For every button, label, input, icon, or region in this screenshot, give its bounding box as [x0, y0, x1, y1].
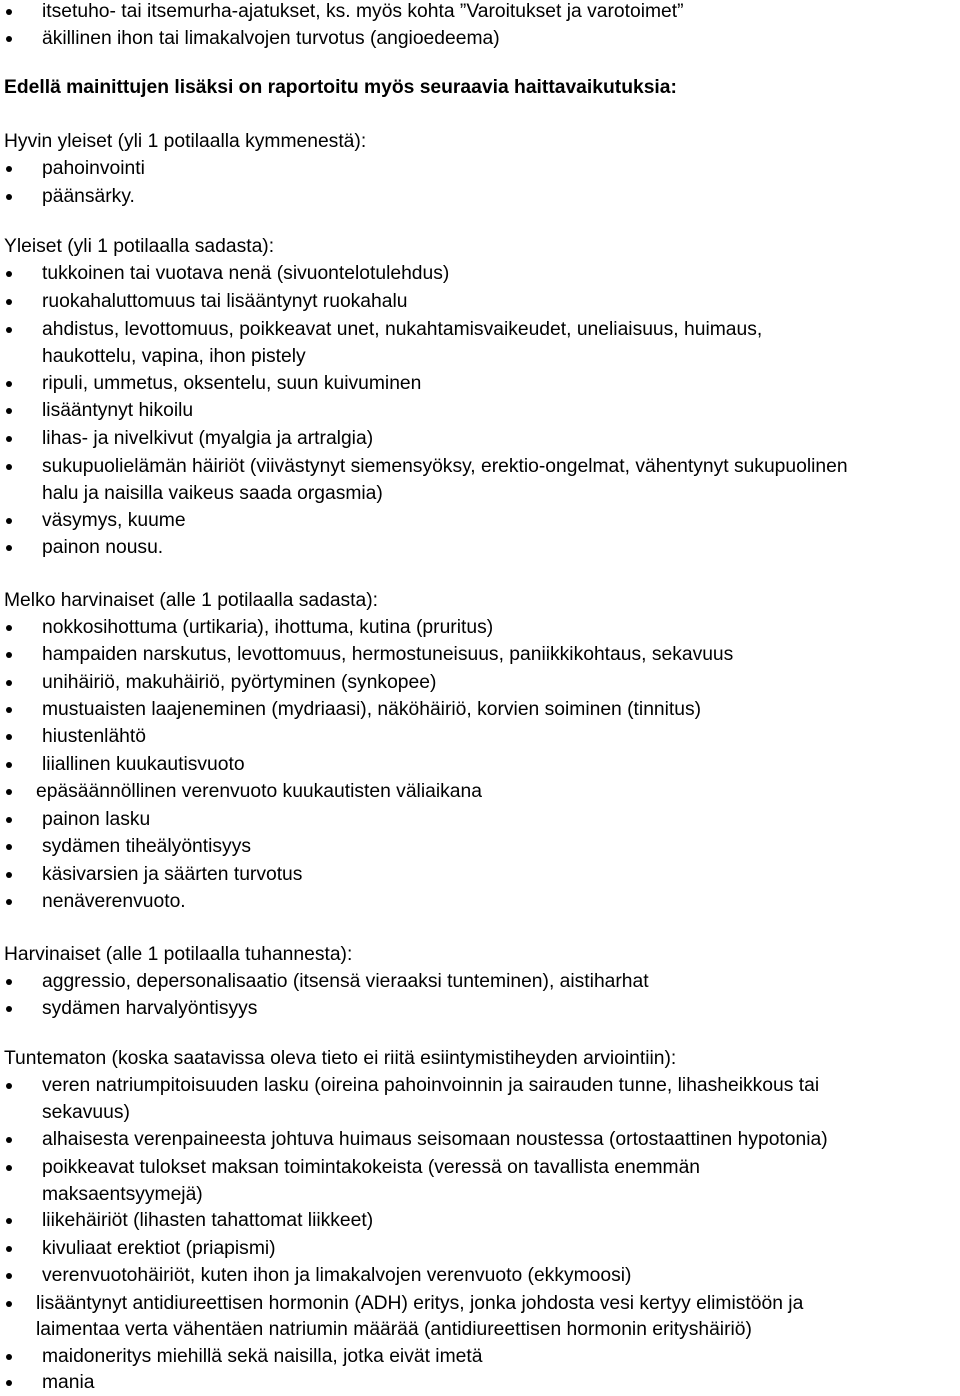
bullet [6, 680, 12, 686]
list-item: aggressio, depersonalisaatio (itsensä vieraaksi tunteminen), aistiharhat [0, 968, 960, 995]
list-item-continuation: maksaentsyymejä) [42, 1184, 203, 1205]
section-heading: Harvinaiset (alle 1 potilaalla tuhannesta): [4, 944, 353, 965]
bullet [6, 436, 12, 442]
section-heading: Yleiset (yli 1 potilaalla sadasta): [4, 236, 275, 257]
bullet [6, 652, 12, 658]
list-item-continuation: haukottelu, vapina, ihon pistely [42, 346, 306, 367]
bullet [6, 1083, 12, 1089]
list-item: väsymys, kuume [0, 507, 960, 534]
bullet [6, 979, 12, 985]
list-item: pahoinvointi [0, 155, 960, 182]
list-item: verenvuotohäiriöt, kuten ihon ja limakalvojen verenvuoto (ekkymoosi) [0, 1262, 960, 1289]
bullet [6, 762, 12, 768]
list-item: hampaiden narskutus, levottomuus, hermostuneisuus, paniikkikohtaus, sekavuus [0, 641, 960, 668]
bullet [6, 1218, 12, 1224]
list-item: sukupuolielämän häiriöt (viivästynyt siemensyöksy, erektio-ongelmat, vähentynyt sukupuolinen [0, 453, 960, 480]
bullet [6, 381, 12, 387]
list-item: epäsäännöllinen verenvuoto kuukautisten väliaikana [0, 778, 960, 805]
list-item: liikehäiriöt (lihasten tahattomat liikkeet) [0, 1207, 960, 1234]
list-item: sydämen tiheälyöntisyys [0, 833, 960, 860]
list-item: poikkeavat tulokset maksan toimintakokeista (veressä on tavallista enemmän [0, 1154, 960, 1181]
bullet [6, 408, 12, 414]
list-item-continuation: laimentaa verta vähentäen natriumin määrää (antidiureettisen hormonin erityshäiriö) [36, 1319, 752, 1340]
list-item: hiustenlähtö [0, 723, 960, 750]
bullet [6, 271, 12, 277]
bullet [6, 327, 12, 333]
bullet [6, 872, 12, 878]
bullet [6, 9, 12, 15]
bullet [6, 1006, 12, 1012]
list-item: päänsärky. [0, 183, 960, 210]
section-heading: Hyvin yleiset (yli 1 potilaalla kymmenestä): [4, 131, 367, 152]
list-item: painon lasku [0, 806, 960, 833]
bullet [6, 464, 12, 470]
bullet [6, 1273, 12, 1279]
list-item: äkillinen ihon tai limakalvojen turvotus (angioedeema) [0, 25, 960, 52]
list-item: unihäiriö, makuhäiriö, pyörtyminen (synkopee) [0, 669, 960, 696]
list-item: nokkosihottuma (urtikaria), ihottuma, kutina (pruritus) [0, 614, 960, 641]
bullet [6, 1246, 12, 1252]
bullet [6, 789, 12, 795]
list-item: kivuliaat erektiot (priapismi) [0, 1235, 960, 1262]
list-item: tukkoinen tai vuotava nenä (sivuontelotulehdus) [0, 260, 960, 287]
bullet [6, 1380, 12, 1386]
bullet [6, 1137, 12, 1143]
section-heading: Tuntematon (koska saatavissa oleva tieto ei riitä esiintymistiheyden arviointiin): [4, 1048, 677, 1069]
list-item: lisääntynyt hikoilu [0, 397, 960, 424]
list-item: veren natriumpitoisuuden lasku (oireina pahoinvoinnin ja sairauden tunne, lihasheikkous tai [0, 1072, 960, 1099]
bullet [6, 1165, 12, 1171]
list-item: mania [0, 1369, 960, 1396]
list-item: käsivarsien ja säärten turvotus [0, 861, 960, 888]
list-item: ripuli, ummetus, oksentelu, suun kuivuminen [0, 370, 960, 397]
list-item: painon nousu. [0, 534, 960, 561]
list-item: liiallinen kuukautisvuoto [0, 751, 960, 778]
bullet [6, 545, 12, 551]
list-item-continuation: sekavuus) [42, 1102, 130, 1123]
list-item: maidoneritys miehillä sekä naisilla, jotka eivät imetä [0, 1343, 960, 1370]
list-item: ahdistus, levottomuus, poikkeavat unet, nukahtamisvaikeudet, uneliaisuus, huimaus, [0, 316, 960, 343]
list-item: alhaisesta verenpaineesta johtuva huimaus seisomaan noustessa (ortostaattinen hypotonia) [0, 1126, 960, 1153]
section-heading: Edellä mainittujen lisäksi on raportoitu myös seuraavia haittavaikutuksia: [4, 77, 677, 98]
bullet [6, 707, 12, 713]
bullet [6, 1301, 12, 1307]
bullet [6, 899, 12, 905]
section-heading: Melko harvinaiset (alle 1 potilaalla sadasta): [4, 590, 379, 611]
bullet [6, 1354, 12, 1360]
list-item-continuation: halu ja naisilla vaikeus saada orgasmia) [42, 483, 383, 504]
list-item: lisääntynyt antidiureettisen hormonin (ADH) eritys, jonka johdosta vesi kertyy elimistöön ja [0, 1290, 960, 1317]
bullet [6, 625, 12, 631]
bullet [6, 166, 12, 172]
list-item: sydämen harvalyöntisyys [0, 995, 960, 1022]
list-item: ruokahaluttomuus tai lisääntynyt ruokahalu [0, 288, 960, 315]
bullet [6, 36, 12, 42]
list-item: mustuaisten laajeneminen (mydriaasi), näköhäiriö, korvien soiminen (tinnitus) [0, 696, 960, 723]
bullet [6, 518, 12, 524]
bullet [6, 299, 12, 305]
list-item: lihas- ja nivelkivut (myalgia ja artralgia) [0, 425, 960, 452]
bullet [6, 844, 12, 850]
bullet [6, 817, 12, 823]
list-item: nenäverenvuoto. [0, 888, 960, 915]
bullet [6, 734, 12, 740]
bullet [6, 194, 12, 200]
list-item: itsetuho- tai itsemurha-ajatukset, ks. myös kohta ”Varoitukset ja varotoimet” [0, 0, 960, 25]
